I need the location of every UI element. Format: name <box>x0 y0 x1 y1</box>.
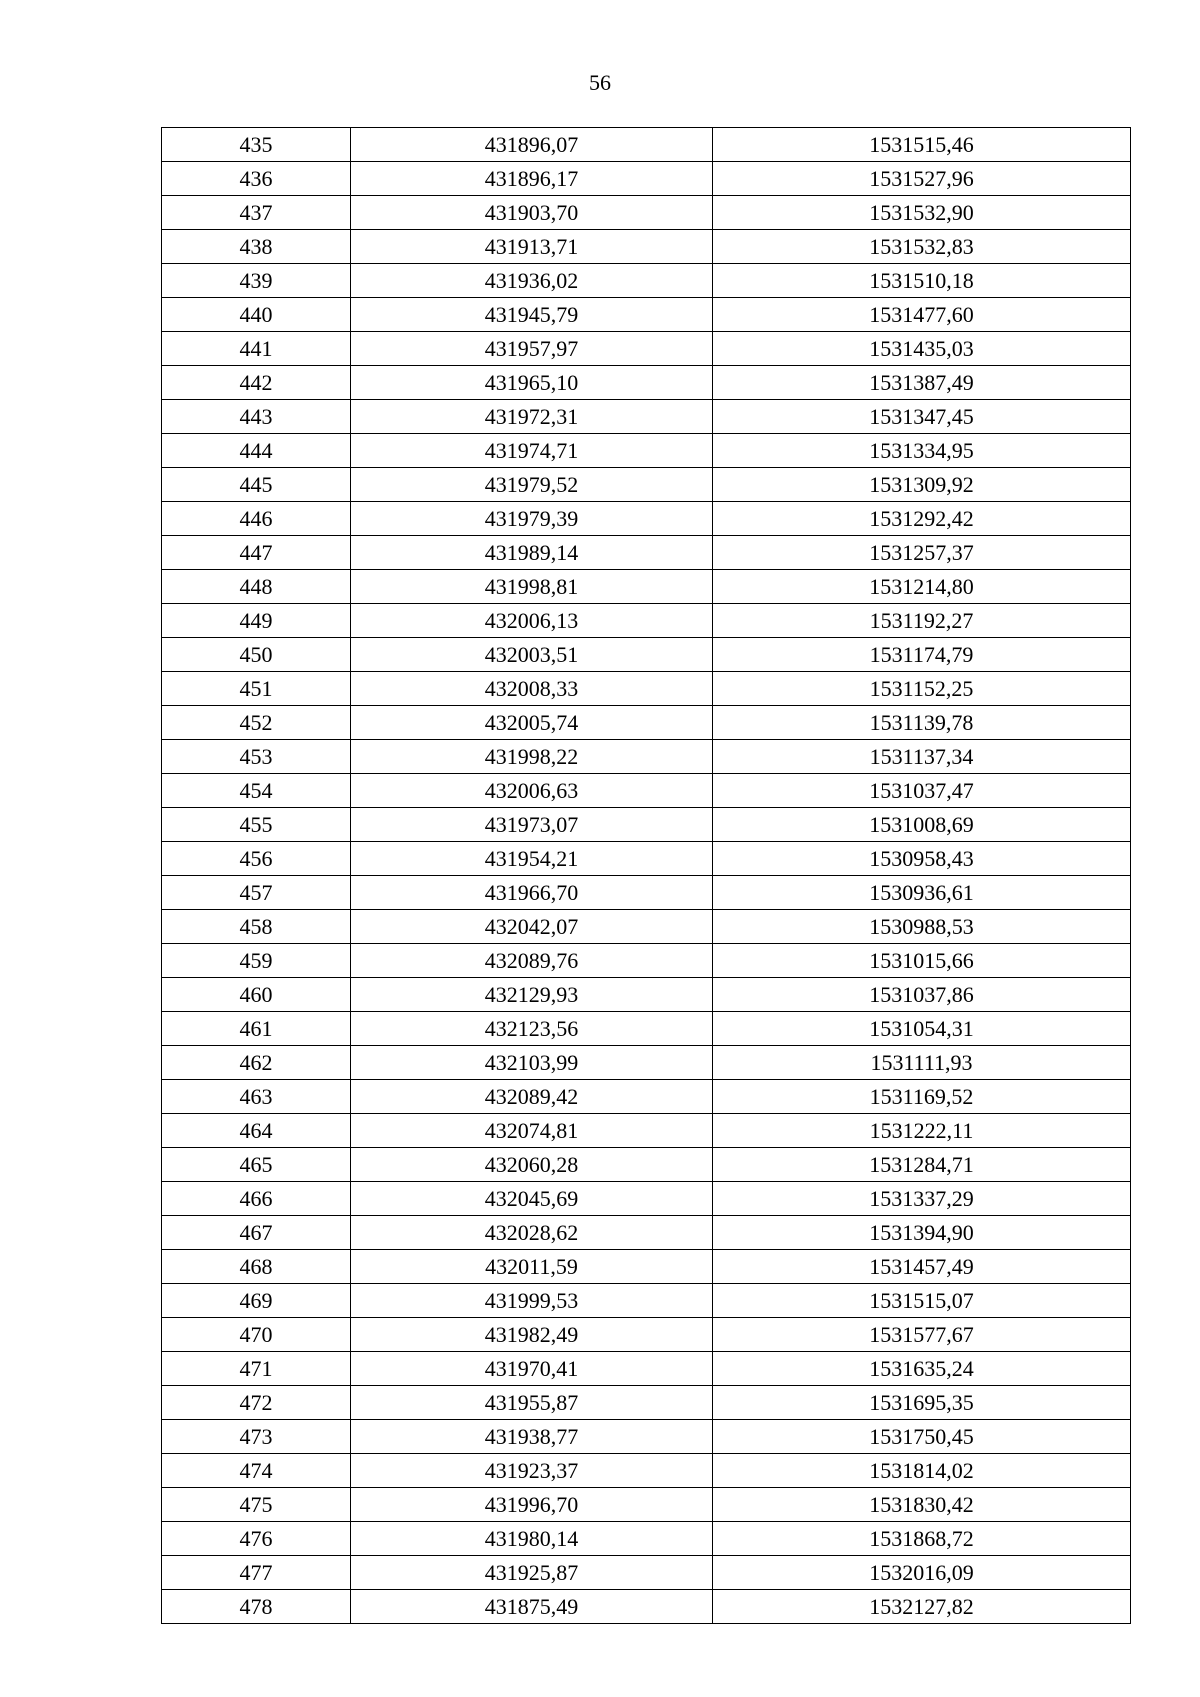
table-row <box>162 774 1131 808</box>
coordinates-table-body <box>162 128 1131 1624</box>
table-row <box>162 740 1131 774</box>
table-row <box>162 1114 1131 1148</box>
y-coordinate-cell: 1532127,82 <box>713 1590 1131 1624</box>
x-coordinate-cell: 432042,07 <box>351 910 713 944</box>
table-row <box>162 944 1131 978</box>
point-number-cell: 443 <box>162 400 351 434</box>
x-coordinate-cell: 431903,70 <box>351 196 713 230</box>
point-number-cell: 465 <box>162 1148 351 1182</box>
y-coordinate-cell: 1530988,53 <box>713 910 1131 944</box>
x-coordinate-cell: 431979,39 <box>351 502 713 536</box>
x-coordinate-cell: 431913,71 <box>351 230 713 264</box>
x-coordinate-cell: 431973,07 <box>351 808 713 842</box>
x-coordinate-cell: 432060,28 <box>351 1148 713 1182</box>
y-coordinate-cell: 1531695,35 <box>713 1386 1131 1420</box>
y-coordinate-cell: 1531334,95 <box>713 434 1131 468</box>
table-row <box>162 1488 1131 1522</box>
point-number-cell: 468 <box>162 1250 351 1284</box>
y-coordinate-cell: 1531750,45 <box>713 1420 1131 1454</box>
y-coordinate-cell: 1531830,42 <box>713 1488 1131 1522</box>
y-coordinate-cell: 1531309,92 <box>713 468 1131 502</box>
table-row <box>162 1352 1131 1386</box>
x-coordinate-cell: 431936,02 <box>351 264 713 298</box>
table-row <box>162 128 1131 162</box>
point-number-cell: 447 <box>162 536 351 570</box>
table-row <box>162 298 1131 332</box>
point-number-cell: 444 <box>162 434 351 468</box>
x-coordinate-cell: 432089,42 <box>351 1080 713 1114</box>
x-coordinate-cell: 431972,31 <box>351 400 713 434</box>
x-coordinate-cell: 431999,53 <box>351 1284 713 1318</box>
point-number-cell: 437 <box>162 196 351 230</box>
table-row <box>162 536 1131 570</box>
y-coordinate-cell: 1531457,49 <box>713 1250 1131 1284</box>
x-coordinate-cell: 431955,87 <box>351 1386 713 1420</box>
y-coordinate-cell: 1531510,18 <box>713 264 1131 298</box>
y-coordinate-cell: 1531532,90 <box>713 196 1131 230</box>
y-coordinate-cell: 1531532,83 <box>713 230 1131 264</box>
x-coordinate-cell: 431998,22 <box>351 740 713 774</box>
y-coordinate-cell: 1531137,34 <box>713 740 1131 774</box>
y-coordinate-cell: 1531477,60 <box>713 298 1131 332</box>
x-coordinate-cell: 431923,37 <box>351 1454 713 1488</box>
x-coordinate-cell: 431974,71 <box>351 434 713 468</box>
point-number-cell: 457 <box>162 876 351 910</box>
y-coordinate-cell: 1531037,86 <box>713 978 1131 1012</box>
table-row <box>162 366 1131 400</box>
y-coordinate-cell: 1531635,24 <box>713 1352 1131 1386</box>
table-row <box>162 1386 1131 1420</box>
point-number-cell: 478 <box>162 1590 351 1624</box>
point-number-cell: 451 <box>162 672 351 706</box>
y-coordinate-cell: 1531515,07 <box>713 1284 1131 1318</box>
table-row <box>162 1148 1131 1182</box>
table-row <box>162 672 1131 706</box>
table-row <box>162 638 1131 672</box>
x-coordinate-cell: 432103,99 <box>351 1046 713 1080</box>
table-row <box>162 1182 1131 1216</box>
y-coordinate-cell: 1531394,90 <box>713 1216 1131 1250</box>
coordinates-table <box>161 127 1131 1624</box>
point-number-cell: 455 <box>162 808 351 842</box>
y-coordinate-cell: 1531577,67 <box>713 1318 1131 1352</box>
point-number-cell: 475 <box>162 1488 351 1522</box>
y-coordinate-cell: 1531015,66 <box>713 944 1131 978</box>
x-coordinate-cell: 432008,33 <box>351 672 713 706</box>
point-number-cell: 458 <box>162 910 351 944</box>
x-coordinate-cell: 432006,13 <box>351 604 713 638</box>
y-coordinate-cell: 1531214,80 <box>713 570 1131 604</box>
x-coordinate-cell: 431966,70 <box>351 876 713 910</box>
y-coordinate-cell: 1531152,25 <box>713 672 1131 706</box>
x-coordinate-cell: 431970,41 <box>351 1352 713 1386</box>
table-row <box>162 842 1131 876</box>
x-coordinate-cell: 431965,10 <box>351 366 713 400</box>
point-number-cell: 439 <box>162 264 351 298</box>
table-row <box>162 502 1131 536</box>
point-number-cell: 440 <box>162 298 351 332</box>
y-coordinate-cell: 1531435,03 <box>713 332 1131 366</box>
y-coordinate-cell: 1531037,47 <box>713 774 1131 808</box>
point-number-cell: 448 <box>162 570 351 604</box>
table-row <box>162 570 1131 604</box>
point-number-cell: 459 <box>162 944 351 978</box>
table-row <box>162 264 1131 298</box>
y-coordinate-cell: 1531257,37 <box>713 536 1131 570</box>
y-coordinate-cell: 1531814,02 <box>713 1454 1131 1488</box>
point-number-cell: 471 <box>162 1352 351 1386</box>
x-coordinate-cell: 431925,87 <box>351 1556 713 1590</box>
point-number-cell: 438 <box>162 230 351 264</box>
y-coordinate-cell: 1531515,46 <box>713 128 1131 162</box>
table-row <box>162 808 1131 842</box>
point-number-cell: 464 <box>162 1114 351 1148</box>
table-row <box>162 162 1131 196</box>
point-number-cell: 460 <box>162 978 351 1012</box>
y-coordinate-cell: 1531111,93 <box>713 1046 1131 1080</box>
point-number-cell: 469 <box>162 1284 351 1318</box>
y-coordinate-cell: 1531347,45 <box>713 400 1131 434</box>
x-coordinate-cell: 432005,74 <box>351 706 713 740</box>
point-number-cell: 477 <box>162 1556 351 1590</box>
table-row <box>162 1284 1131 1318</box>
point-number-cell: 453 <box>162 740 351 774</box>
y-coordinate-cell: 1531868,72 <box>713 1522 1131 1556</box>
y-coordinate-cell: 1531337,29 <box>713 1182 1131 1216</box>
point-number-cell: 456 <box>162 842 351 876</box>
x-coordinate-cell: 431938,77 <box>351 1420 713 1454</box>
table-row <box>162 910 1131 944</box>
y-coordinate-cell: 1531169,52 <box>713 1080 1131 1114</box>
x-coordinate-cell: 431998,81 <box>351 570 713 604</box>
x-coordinate-cell: 432129,93 <box>351 978 713 1012</box>
point-number-cell: 450 <box>162 638 351 672</box>
y-coordinate-cell: 1531139,78 <box>713 706 1131 740</box>
y-coordinate-cell: 1530936,61 <box>713 876 1131 910</box>
point-number-cell: 476 <box>162 1522 351 1556</box>
table-row <box>162 230 1131 264</box>
y-coordinate-cell: 1531222,11 <box>713 1114 1131 1148</box>
table-row <box>162 1590 1131 1624</box>
x-coordinate-cell: 432123,56 <box>351 1012 713 1046</box>
table-row <box>162 1046 1131 1080</box>
x-coordinate-cell: 432074,81 <box>351 1114 713 1148</box>
y-coordinate-cell: 1531174,79 <box>713 638 1131 672</box>
x-coordinate-cell: 431945,79 <box>351 298 713 332</box>
table-row <box>162 1522 1131 1556</box>
y-coordinate-cell: 1531192,27 <box>713 604 1131 638</box>
point-number-cell: 436 <box>162 162 351 196</box>
x-coordinate-cell: 431980,14 <box>351 1522 713 1556</box>
table-row <box>162 1012 1131 1046</box>
x-coordinate-cell: 432011,59 <box>351 1250 713 1284</box>
x-coordinate-cell: 431954,21 <box>351 842 713 876</box>
table-row <box>162 400 1131 434</box>
point-number-cell: 462 <box>162 1046 351 1080</box>
table-row <box>162 706 1131 740</box>
x-coordinate-cell: 432003,51 <box>351 638 713 672</box>
x-coordinate-cell: 431996,70 <box>351 1488 713 1522</box>
x-coordinate-cell: 431875,49 <box>351 1590 713 1624</box>
table-row <box>162 196 1131 230</box>
point-number-cell: 461 <box>162 1012 351 1046</box>
table-row <box>162 1080 1131 1114</box>
x-coordinate-cell: 432006,63 <box>351 774 713 808</box>
x-coordinate-cell: 431896,17 <box>351 162 713 196</box>
point-number-cell: 441 <box>162 332 351 366</box>
point-number-cell: 467 <box>162 1216 351 1250</box>
point-number-cell: 435 <box>162 128 351 162</box>
point-number-cell: 463 <box>162 1080 351 1114</box>
point-number-cell: 449 <box>162 604 351 638</box>
y-coordinate-cell: 1531284,71 <box>713 1148 1131 1182</box>
point-number-cell: 442 <box>162 366 351 400</box>
point-number-cell: 474 <box>162 1454 351 1488</box>
x-coordinate-cell: 431982,49 <box>351 1318 713 1352</box>
x-coordinate-cell: 431896,07 <box>351 128 713 162</box>
x-coordinate-cell: 431957,97 <box>351 332 713 366</box>
point-number-cell: 473 <box>162 1420 351 1454</box>
table-row <box>162 1216 1131 1250</box>
y-coordinate-cell: 1532016,09 <box>713 1556 1131 1590</box>
x-coordinate-cell: 432045,69 <box>351 1182 713 1216</box>
y-coordinate-cell: 1530958,43 <box>713 842 1131 876</box>
y-coordinate-cell: 1531387,49 <box>713 366 1131 400</box>
table-row <box>162 876 1131 910</box>
table-row <box>162 1250 1131 1284</box>
point-number-cell: 446 <box>162 502 351 536</box>
y-coordinate-cell: 1531054,31 <box>713 1012 1131 1046</box>
table-row <box>162 1454 1131 1488</box>
table-row <box>162 1420 1131 1454</box>
x-coordinate-cell: 431979,52 <box>351 468 713 502</box>
y-coordinate-cell: 1531527,96 <box>713 162 1131 196</box>
point-number-cell: 445 <box>162 468 351 502</box>
x-coordinate-cell: 432089,76 <box>351 944 713 978</box>
table-row <box>162 468 1131 502</box>
table-row <box>162 604 1131 638</box>
point-number-cell: 470 <box>162 1318 351 1352</box>
page-number: 56 <box>589 70 611 95</box>
point-number-cell: 454 <box>162 774 351 808</box>
y-coordinate-cell: 1531008,69 <box>713 808 1131 842</box>
x-coordinate-cell: 432028,62 <box>351 1216 713 1250</box>
table-row <box>162 1318 1131 1352</box>
y-coordinate-cell: 1531292,42 <box>713 502 1131 536</box>
point-number-cell: 466 <box>162 1182 351 1216</box>
table-row <box>162 1556 1131 1590</box>
table-row <box>162 434 1131 468</box>
point-number-cell: 472 <box>162 1386 351 1420</box>
table-row <box>162 332 1131 366</box>
table-row <box>162 978 1131 1012</box>
point-number-cell: 452 <box>162 706 351 740</box>
x-coordinate-cell: 431989,14 <box>351 536 713 570</box>
